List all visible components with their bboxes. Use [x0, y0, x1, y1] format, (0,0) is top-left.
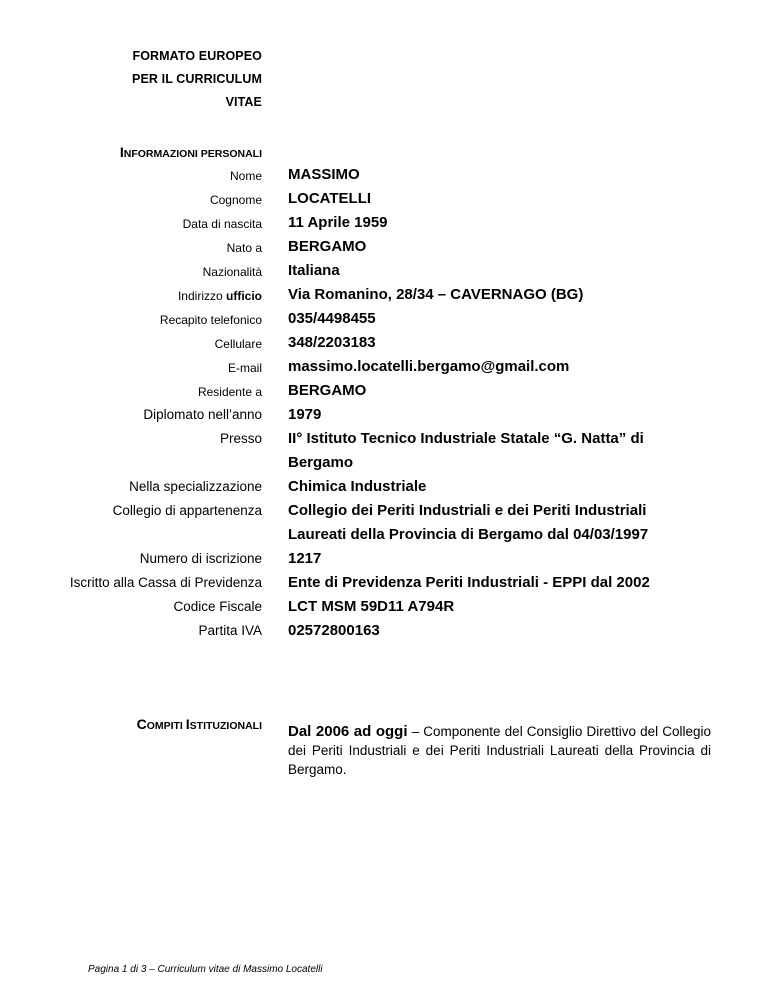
label-residente: Residente a: [197, 385, 262, 399]
value-residente: BERGAMO: [288, 382, 367, 399]
section-title-rest: NFORMAZIONI PERSONALI: [123, 148, 262, 160]
value-presso-line1: II° Istituto Tecnico Industriale Statale “G. Natta” di: [288, 430, 644, 447]
label-indirizzo: [178, 288, 262, 304]
label-indirizzo-bold: ufficio: [226, 289, 262, 303]
value-cellulare: 348/2203183: [288, 334, 376, 351]
header-line-2: PER IL CURRICULUM: [132, 72, 262, 86]
value-cassa: Ente di Previdenza Periti Industriali - EPPI dal 2002: [288, 574, 650, 591]
label-nazionalita: Nazionalità: [202, 265, 262, 279]
label-codice-fiscale: Codice Fiscale: [173, 599, 262, 614]
label-cellulare: Cellulare: [214, 337, 262, 351]
label-specializzazione: Nella specializzazione: [129, 479, 262, 494]
compiti-initial-c: C: [136, 716, 147, 732]
value-codice-fiscale: LCT MSM 59D11 A794R: [288, 598, 455, 615]
label-nato-a: Nato a: [226, 241, 262, 255]
section-title-initial: I: [119, 144, 124, 160]
label-diplomato: Diplomato nell’anno: [143, 407, 262, 422]
compiti-rest-1: OMPITI: [146, 720, 186, 732]
compiti-paragraph: [288, 722, 711, 779]
label-indirizzo-main: Indirizzo: [177, 289, 226, 303]
value-telefono: 035/4498455: [288, 310, 376, 327]
value-presso-line2: Bergamo: [288, 454, 354, 471]
value-email[interactable]: massimo.locatelli.bergamo@gmail.com: [288, 358, 570, 375]
value-nato-a: BERGAMO: [288, 238, 367, 255]
value-indirizzo: Via Romanino, 28/34 – CAVERNAGO (BG): [288, 286, 584, 303]
label-data-nascita: Data di nascita: [182, 217, 262, 231]
label-email: E-mail: [227, 361, 262, 375]
value-collegio-line1: Collegio dei Periti Industriali e dei Periti Industriali: [288, 502, 647, 519]
value-data-nascita: 11 Aprile 1959: [288, 214, 388, 231]
compiti-initial-i: I: [185, 716, 190, 732]
value-collegio-line2: Laureati della Provincia di Bergamo dal 04/03/1997: [288, 526, 649, 543]
value-specializzazione: Chimica Industriale: [288, 478, 427, 495]
page-footer: Pagina 1 di 3 – Curriculum vitae di Massimo Locatelli: [88, 964, 323, 975]
value-nome: MASSIMO: [288, 166, 360, 183]
header-line-1: FORMATO EUROPEO: [132, 49, 262, 63]
label-partita-iva: Partita IVA: [198, 623, 262, 638]
section-title-personal: [120, 144, 262, 160]
compiti-text: – Componente del Consiglio Direttivo del Collegio dei Periti Industriali e dei Periti Industriali Laureati della Provincia di Bergamo.: [288, 724, 712, 777]
value-cognome: LOCATELLI: [288, 190, 372, 207]
value-partita-iva: 02572800163: [288, 622, 380, 639]
label-collegio: Collegio di appartenenza: [112, 503, 262, 518]
label-cognome: Cognome: [209, 193, 262, 207]
header-line-3: VITAE: [225, 95, 262, 109]
label-presso: Presso: [219, 431, 262, 446]
compiti-rest-2: STITUZIONALI: [189, 720, 262, 732]
value-nazionalita: Italiana: [288, 262, 340, 279]
value-iscrizione: 1217: [288, 550, 322, 567]
label-nome: Nome: [229, 169, 262, 183]
label-telefono: Recapito telefonico: [159, 313, 262, 327]
label-iscrizione: Numero di iscrizione: [139, 551, 262, 566]
section-title-compiti: [137, 716, 262, 732]
value-diplomato: 1979: [288, 406, 322, 423]
label-cassa: Iscritto alla Cassa di Previdenza: [69, 575, 262, 590]
compiti-lead: Dal 2006 ad oggi: [288, 723, 408, 740]
